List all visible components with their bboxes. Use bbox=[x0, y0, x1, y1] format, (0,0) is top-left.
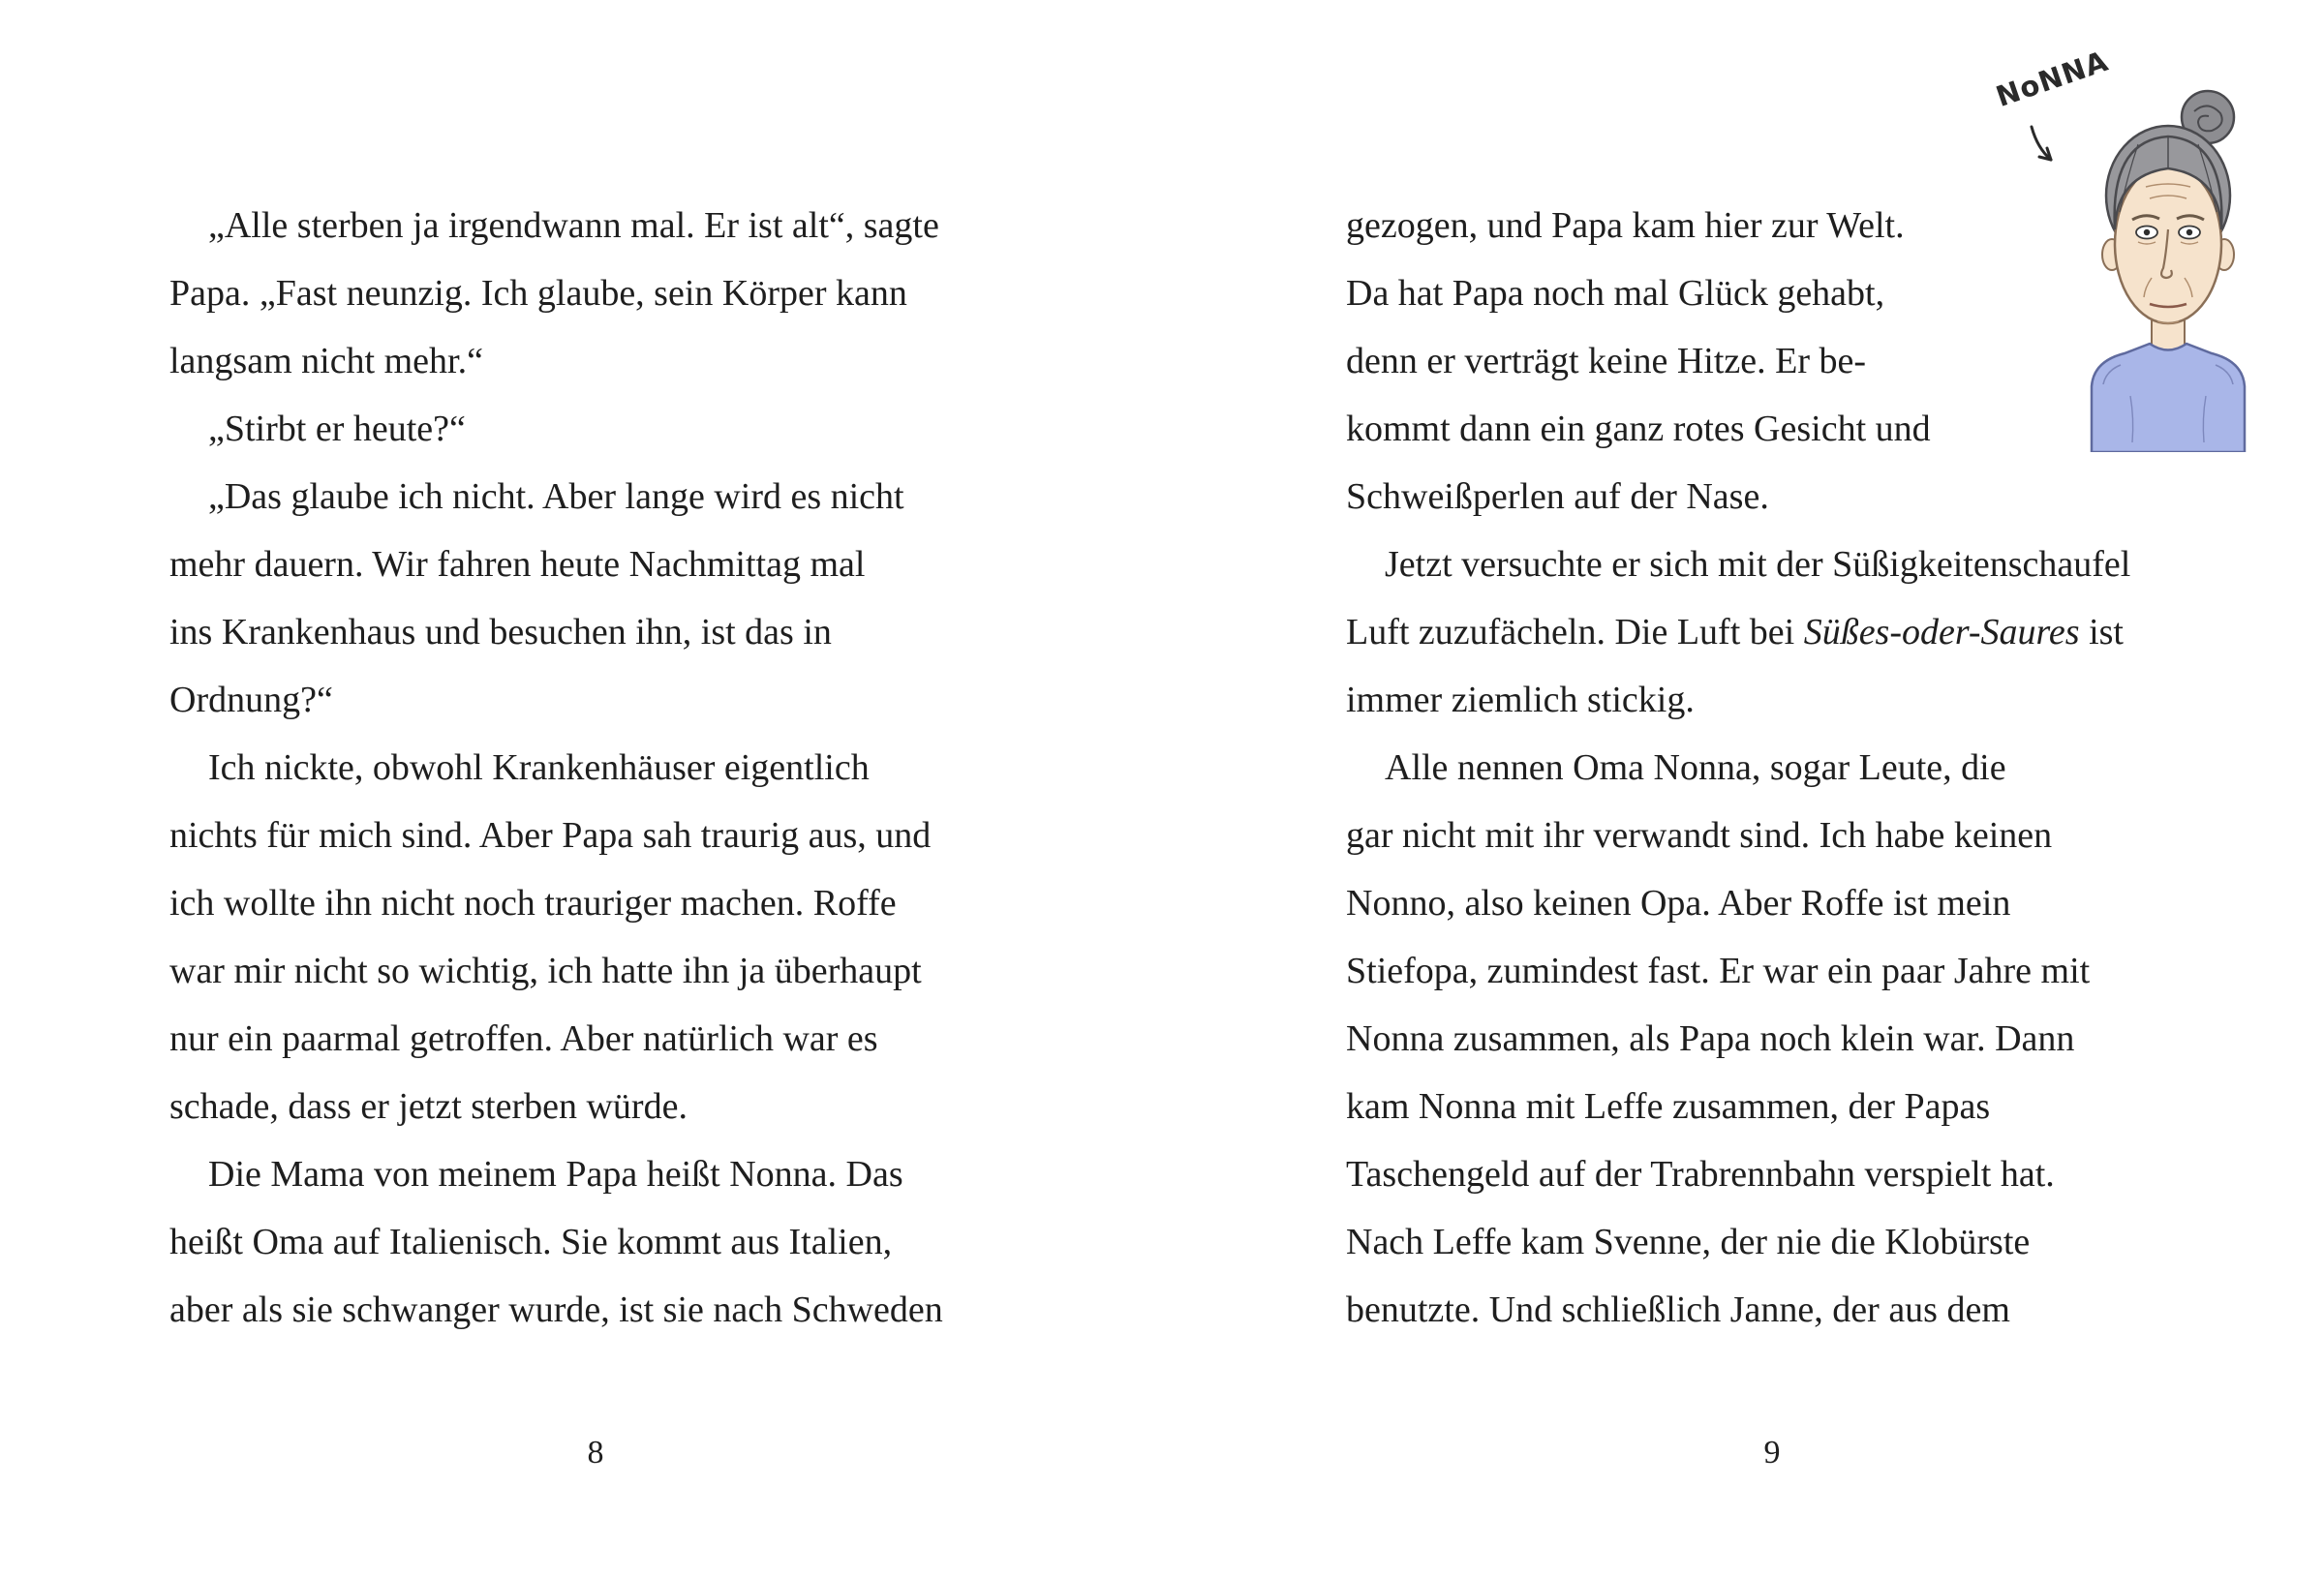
text-line: war mir nicht so wichtig, ich hatte ihn ja überhaupt bbox=[169, 951, 922, 991]
text-line: Alle nennen Oma Nonna, sogar Leute, die bbox=[1385, 747, 2006, 788]
text-line: immer ziemlich stickig. bbox=[1346, 680, 1695, 720]
text-line: aber als sie schwanger wurde, ist sie nach Schweden bbox=[169, 1289, 943, 1330]
text-line: ich wollte ihn nicht noch trauriger machen. Roffe bbox=[169, 883, 897, 924]
text-line: „Alle sterben ja irgendwann mal. Er ist alt“, sagte bbox=[208, 205, 939, 246]
text-line: Luft zuzufächeln. Die Luft bei Süßes-oder-Saures ist bbox=[1346, 612, 2124, 652]
page-number-right: 9 bbox=[1763, 1435, 1781, 1471]
nonna-illustration bbox=[1985, 44, 2295, 470]
text-line: Nonna zusammen, als Papa noch klein war. Dann bbox=[1346, 1018, 2075, 1059]
text-line: kommt dann ein ganz rotes Gesicht und bbox=[1346, 409, 1931, 449]
text-line: kam Nonna mit Leffe zusammen, der Papas bbox=[1346, 1086, 1991, 1127]
text-line: schade, dass er jetzt sterben würde. bbox=[169, 1086, 688, 1127]
text-line: „Stirbt er heute?“ bbox=[208, 409, 466, 449]
text-line: Die Mama von meinem Papa heißt Nonna. Das bbox=[208, 1154, 903, 1195]
nonna-portrait bbox=[2074, 84, 2263, 452]
text-line: Da hat Papa noch mal Glück gehabt, bbox=[1346, 273, 1885, 314]
text-line: mehr dauern. Wir fahren heute Nachmittag mal bbox=[169, 544, 866, 585]
text-line: Papa. „Fast neunzig. Ich glaube, sein Körper kann bbox=[169, 273, 907, 314]
text-line: Stiefopa, zumindest fast. Er war ein paar Jahre mit bbox=[1346, 951, 2091, 991]
page-left-text bbox=[169, 192, 1022, 1344]
text-line: gar nicht mit ihr verwandt sind. Ich habe keinen bbox=[1346, 815, 2053, 856]
text-line: Schweißperlen auf der Nase. bbox=[1346, 476, 1769, 517]
text-line: ins Krankenhaus und besuchen ihn, ist das in bbox=[169, 612, 832, 652]
text-line: langsam nicht mehr.“ bbox=[169, 341, 483, 381]
text-line: nichts für mich sind. Aber Papa sah traurig aus, und bbox=[169, 815, 932, 856]
text-line: Nonno, also keinen Opa. Aber Roffe ist mein bbox=[1346, 883, 2011, 924]
arrow-down-right-icon bbox=[2024, 123, 2064, 167]
text-line: Jetzt versuchte er sich mit der Süßigkeitenschaufel bbox=[1385, 544, 2131, 585]
illustration-label: NoNNA bbox=[1991, 44, 2113, 113]
text-line: Ich nickte, obwohl Krankenhäuser eigentlich bbox=[208, 747, 870, 788]
text-line: benutzte. Und schließlich Janne, der aus dem bbox=[1346, 1289, 2010, 1330]
text-line: nur ein paarmal getroffen. Aber natürlich war es bbox=[169, 1018, 878, 1059]
page-number-left: 8 bbox=[587, 1435, 604, 1471]
text-line: denn er verträgt keine Hitze. Er be- bbox=[1346, 341, 1867, 381]
text-line: „Das glaube ich nicht. Aber lange wird es nicht bbox=[208, 476, 904, 517]
text-line: Taschengeld auf der Trabrennbahn verspielt hat. bbox=[1346, 1154, 2055, 1195]
text-line: heißt Oma auf Italienisch. Sie kommt aus Italien, bbox=[169, 1222, 893, 1262]
text-line: Nach Leffe kam Svenne, der nie die Klobürste bbox=[1346, 1222, 2031, 1262]
text-line: Ordnung?“ bbox=[169, 680, 333, 720]
text-line: gezogen, und Papa kam hier zur Welt. bbox=[1346, 205, 1905, 246]
